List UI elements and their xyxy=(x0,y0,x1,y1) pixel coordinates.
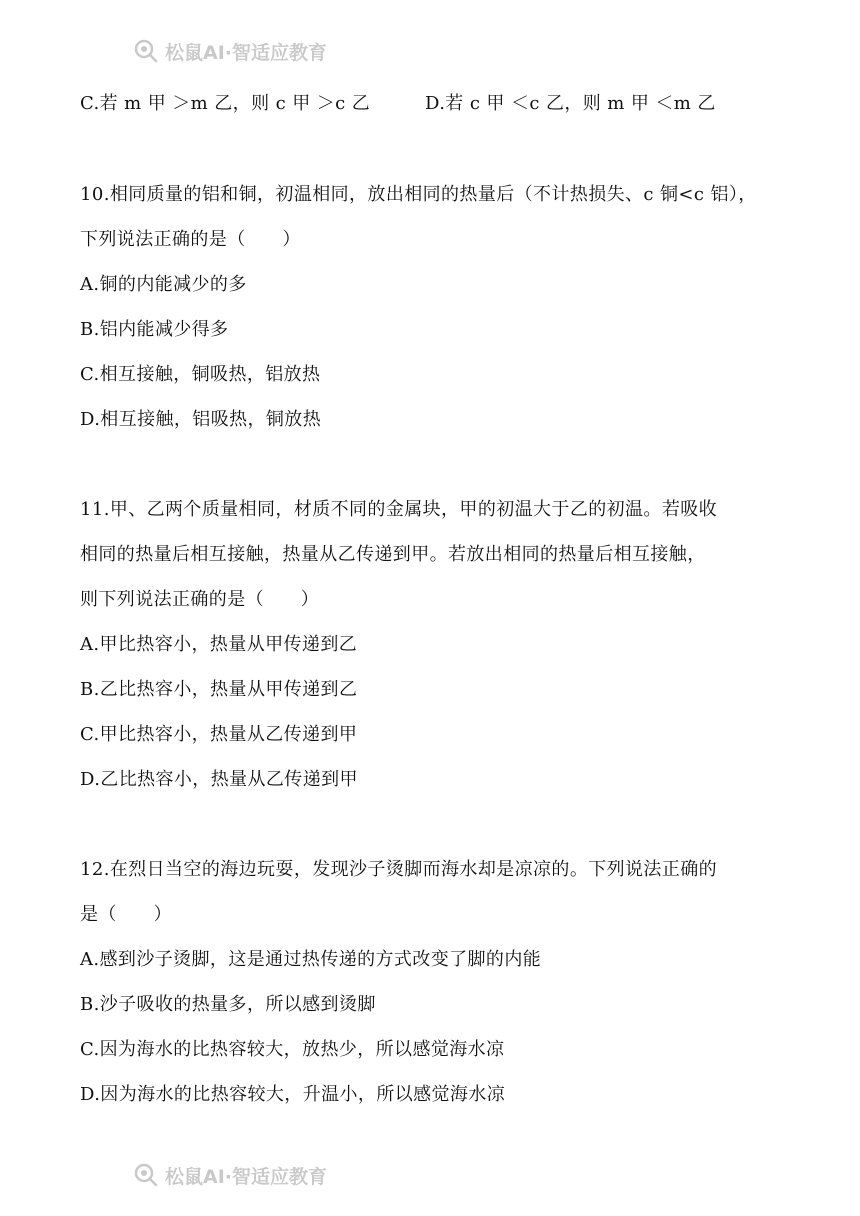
q9-option-d: D.若 c 甲 ＜c 乙，则 m 甲 ＜m 乙 xyxy=(425,93,716,114)
q11-stem-line-1: 11.甲、乙两个质量相同，材质不同的金属块，甲的初温大于乙的初温。若吸收 xyxy=(80,499,718,520)
q12-option-c: C.因为海水的比热容较大，放热少，所以感觉海水凉 xyxy=(80,1039,505,1060)
q11-option-a: A.甲比热容小，热量从甲传递到乙 xyxy=(80,634,358,655)
q11-option-c: C.甲比热容小，热量从乙传递到甲 xyxy=(80,724,358,745)
watermark-top xyxy=(133,36,327,66)
q10-option-c: C.相互接触，铜吸热，铝放热 xyxy=(80,364,321,385)
q12-stem-line-2: 是（ ） xyxy=(80,904,172,925)
q11-stem-line-3: 则下列说法正确的是（ ） xyxy=(80,589,320,610)
watermark-bottom xyxy=(133,1160,327,1190)
watermark-text: 松鼠AI·智适应教育 xyxy=(165,1165,327,1188)
q10-stem-line-2: 下列说法正确的是（ ） xyxy=(80,229,301,250)
q11-option-b: B.乙比热容小，热量从甲传递到乙 xyxy=(80,679,358,700)
q12-option-a: A.感到沙子烫脚，这是通过热传递的方式改变了脚的内能 xyxy=(80,949,542,970)
q10-option-d: D.相互接触，铝吸热，铜放热 xyxy=(80,409,322,430)
q12-stem-line-1: 12.在烈日当空的海边玩耍，发现沙子烫脚而海水却是凉凉的。下列说法正确的 xyxy=(80,859,718,880)
q11-stem-line-2: 相同的热量后相互接触，热量从乙传递到甲。若放出相同的热量后相互接触， xyxy=(80,544,706,565)
q9-option-c: C.若 m 甲 ＞m 乙，则 c 甲 ＞c 乙 xyxy=(80,93,371,114)
q10-option-a: A.铜的内能减少的多 xyxy=(80,274,247,295)
watermark-text: 松鼠AI·智适应教育 xyxy=(165,41,327,64)
q11-option-d: D.乙比热容小，热量从乙传递到甲 xyxy=(80,769,358,790)
squirrel-logo-icon xyxy=(133,1162,159,1188)
q12-option-d: D.因为海水的比热容较大，升温小，所以感觉海水凉 xyxy=(80,1084,506,1105)
q10-option-b: B.铝内能减少得多 xyxy=(80,319,229,340)
q12-option-b: B.沙子吸收的热量多，所以感到烫脚 xyxy=(80,994,376,1015)
squirrel-logo-icon xyxy=(133,38,159,64)
q10-stem-line-1: 10.相同质量的铝和铜，初温相同，放出相同的热量后（不计热损失、c 铜<c 铝）， xyxy=(80,184,757,205)
